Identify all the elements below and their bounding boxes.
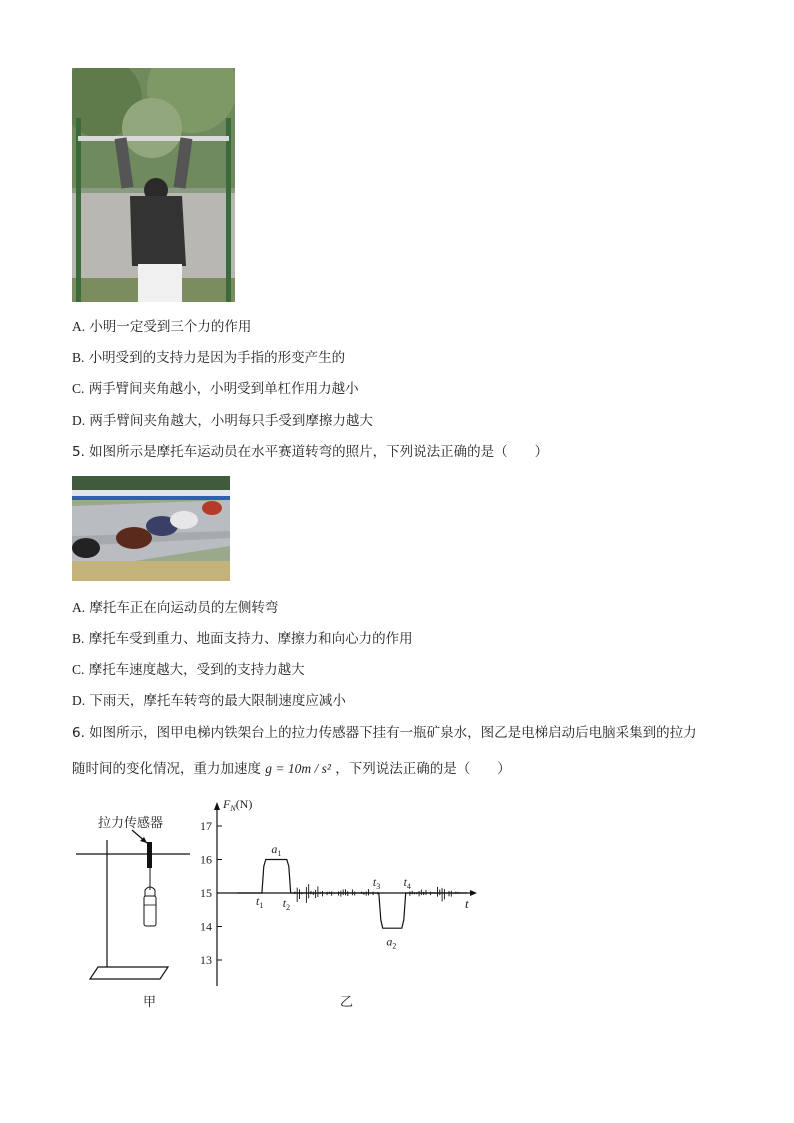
option-text: 摩托车正在向运动员的左侧转弯 — [89, 600, 279, 616]
x-axis-label: t — [465, 896, 469, 911]
q5-option-b — [72, 630, 413, 648]
pull-up-photo — [72, 68, 235, 302]
q5-option-a — [72, 599, 278, 617]
option-text: 两手臂间夹角越大，小明每只手受到摩擦力越大 — [89, 413, 373, 429]
y-tick-label: 14 — [200, 919, 212, 934]
q5-option-d — [72, 692, 346, 710]
option-text: 两手臂间夹角越小，小明受到单杠作用力越小 — [88, 381, 359, 397]
y-axis-arrow — [214, 802, 220, 810]
option-letter: B. — [72, 631, 85, 646]
option-letter: A. — [72, 319, 86, 334]
option-text: 摩托车受到重力、地面支持力、摩擦力和向心力的作用 — [88, 631, 413, 647]
gravity-formula: g = 10m / s² — [265, 761, 331, 776]
time-marker-t2: $t_2$ — [282, 896, 291, 912]
q5-stem: 5. 如图所示是摩托车运动员在水平赛道转弯的照片，下列说法正确的是（ ） — [72, 444, 549, 460]
y-tick-label: 16 — [200, 852, 212, 867]
option-letter: D. — [72, 413, 86, 428]
motorcycle-race-photo — [72, 476, 230, 581]
time-marker-t3: $t_3$ — [372, 875, 381, 891]
option-text: 下雨天，摩托车转弯的最大限制速度应减小 — [89, 693, 346, 709]
time-marker-t4: $t_4$ — [403, 875, 411, 891]
option-text: 小明受到的支持力是因为手指的形变产生的 — [88, 350, 346, 366]
caption-jia: 甲 — [143, 994, 157, 1009]
force-time-chart — [190, 796, 490, 1016]
caption-yi: 乙 — [340, 994, 354, 1009]
q4-option-d — [72, 412, 373, 430]
q5-option-c — [72, 661, 305, 679]
q4-option-a — [72, 318, 251, 336]
annotation-a2: $a_2$ — [386, 934, 397, 951]
option-text: 摩托车速度越大，受到的支持力越大 — [88, 662, 305, 678]
water-bottle — [144, 896, 156, 926]
force-sensor — [147, 842, 152, 868]
time-markers — [256, 842, 411, 950]
y-tick-label: 15 — [200, 886, 212, 900]
stem-pre: 随时间的变化情况，重力加速度 — [72, 761, 261, 777]
q4-option-c — [72, 380, 359, 398]
y-tick-label: 17 — [200, 819, 212, 833]
option-letter: B. — [72, 350, 85, 365]
option-letter: C. — [72, 381, 85, 396]
y-tick-label: 13 — [200, 953, 212, 967]
sensor-label: 拉力传感器 — [98, 815, 164, 830]
option-letter: D. — [72, 693, 86, 708]
y-axis-label: $F_N(N)$ — [223, 797, 253, 813]
annotation-a1: $a_1$ — [271, 841, 282, 858]
q4-option-b — [72, 349, 345, 367]
q6-stem-line1: 6. 如图所示，图甲电梯内铁架台上的拉力传感器下挂有一瓶矿泉水，图乙是电梯启动后电脑采集到的拉力 — [72, 725, 697, 741]
time-marker-t1: $t_1$ — [256, 894, 264, 910]
figure-jia — [70, 810, 200, 1010]
y-ticks — [200, 819, 222, 967]
q6-stem-line2 — [72, 760, 511, 778]
stand-base — [90, 967, 168, 979]
option-text: 小明一定受到三个力的作用 — [89, 319, 252, 335]
option-letter: A. — [72, 600, 86, 615]
option-letter: C. — [72, 662, 85, 677]
x-axis-arrow — [470, 890, 477, 896]
stem-post: ，下列说法正确的是（ ） — [335, 761, 511, 777]
